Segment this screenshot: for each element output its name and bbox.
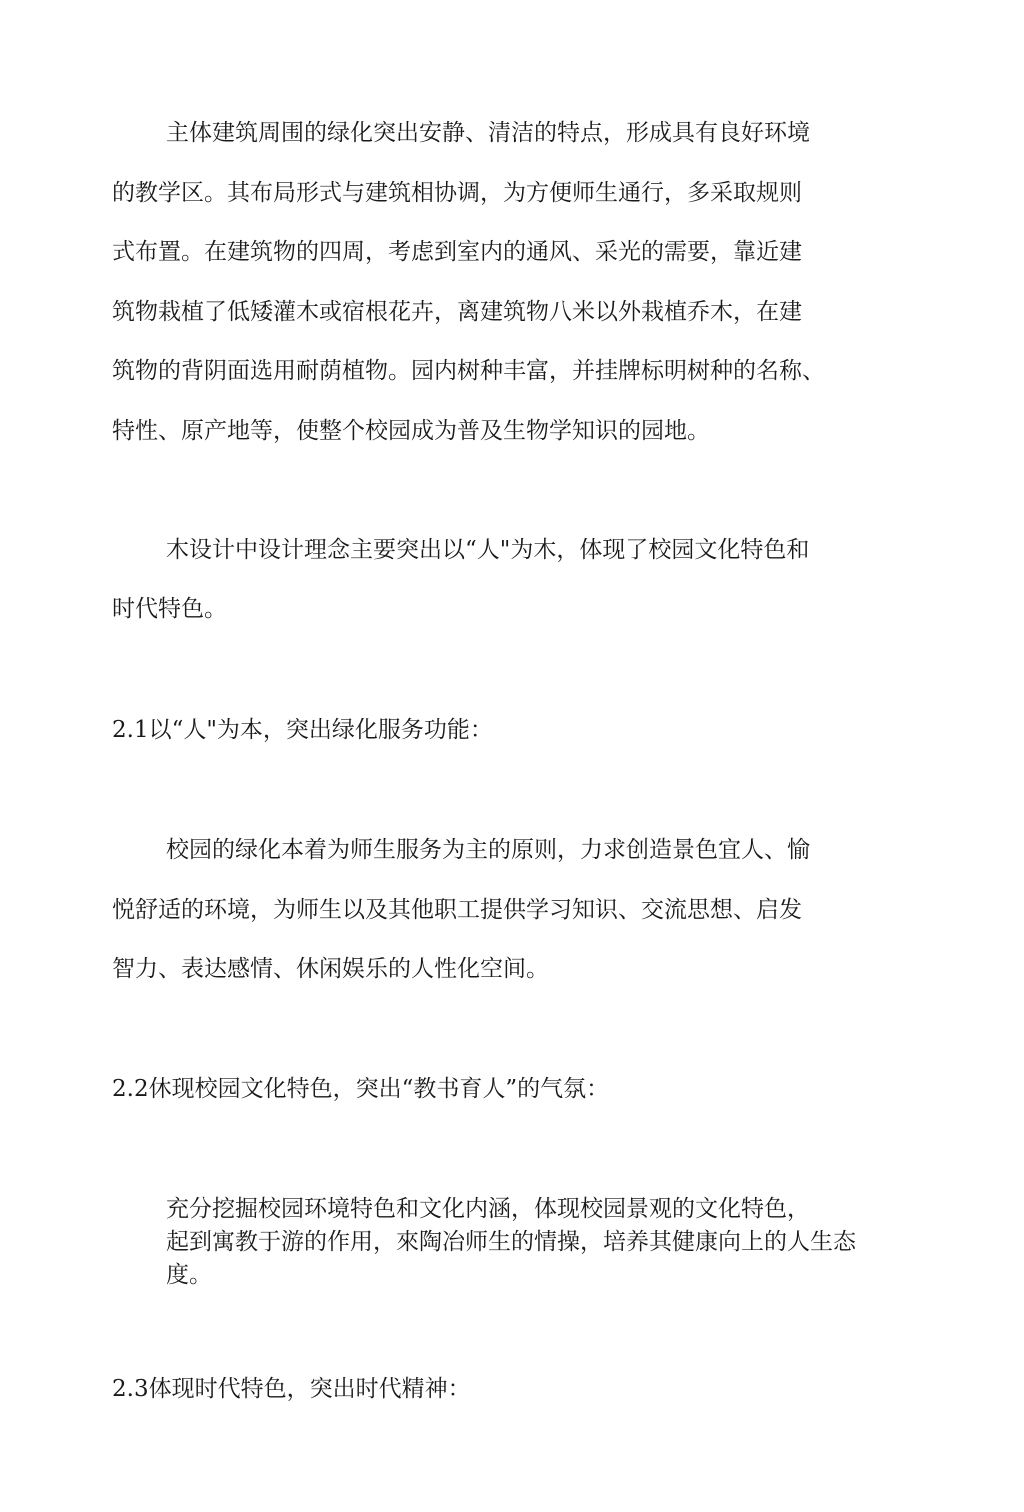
text-line: 时代特色。 (112, 596, 227, 622)
text-line: 校园的绿化本着为师生服务为主的原则，力求创造景色宜人、愉 (166, 837, 810, 863)
text-line: 木设计中设计理念主要突出以“人"为木，体现了校园文化特色和 (166, 537, 810, 563)
text-line: 的教学区。其布局形式与建筑相协调，为方便师生通行，多采取规则 (112, 180, 802, 206)
text-line: 特性、原产地等，使整个校园成为普及生物学知识的园地。 (112, 418, 710, 444)
text-line: 筑物的背阴面选用耐荫植物。园内树种丰富，并挂牌标明树种的名称、 (112, 358, 825, 384)
text-line: 式布置。在建筑物的四周，考虑到室内的通风、采光的需要，靠近建 (112, 239, 802, 265)
text-line: 起到寓教于游的作用，來陶冶师生的情操，培养其健康向上的人生态 (166, 1229, 856, 1255)
section-heading-2-2: 2.2休现校园文化特色，突出“教书育人”的气氛： (112, 1076, 610, 1102)
text-line: 度。 (166, 1262, 212, 1288)
text-line: 筑物栽植了低矮灌木或宿根花卉，离建筑物八米以外栽植乔木，在建 (112, 299, 802, 325)
text-line: 智力、表达感情、休闲娱乐的人性化空间。 (112, 956, 549, 982)
text-line: 主体建筑周围的绿化突出安静、清洁的特点，形成具有良好环境 (166, 120, 810, 146)
text-line: 充分挖掘校园环境特色和文化内涵，体现校园景观的文化特色， (166, 1196, 810, 1222)
section-heading-2-3: 2.3体现时代特色，突出时代精神： (112, 1376, 471, 1402)
section-heading-2-1: 2.1以“人"为本，突出绿化服务功能： (112, 717, 493, 743)
text-line: 悦舒适的环境，为师生以及其他职工提供学习知识、交流思想、启发 (112, 897, 802, 923)
